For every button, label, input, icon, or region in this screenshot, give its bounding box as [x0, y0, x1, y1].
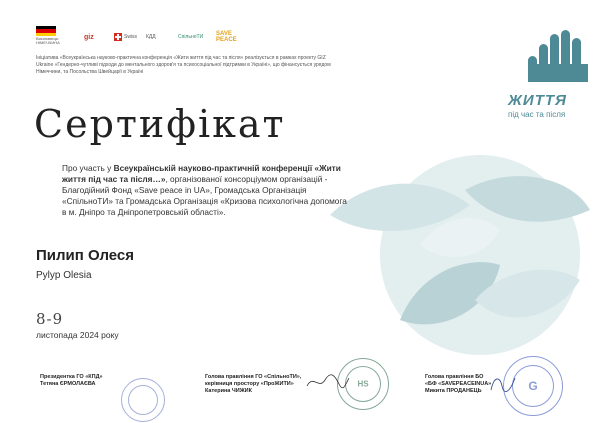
swiss-caption: Swiss	[124, 34, 138, 40]
brand-bars-icon	[528, 30, 588, 82]
brand-word-zhyttia: ЖИТТЯ	[508, 92, 567, 109]
recipient-name-ua: Пилип Олеся	[36, 247, 135, 264]
body-lead: Про участь у	[62, 163, 114, 173]
event-days: 8-9	[36, 310, 64, 328]
sig2-line2: керівниця простору «ПроЖИТИ»	[205, 381, 294, 387]
brand-logo	[500, 20, 590, 120]
brand-tagline: під час та після	[508, 110, 566, 119]
signature-scribble-2	[305, 372, 350, 392]
recipient-name-en: Pylyp Olesia	[36, 270, 92, 281]
stamp-savepeace-mark: G	[528, 379, 538, 393]
stamp-kpd	[121, 378, 165, 422]
partner-logos	[36, 26, 276, 52]
certificate-body	[62, 163, 352, 218]
swiss-logo	[114, 26, 144, 48]
event-date-text: листопада 2024 року	[36, 330, 119, 340]
sig3-line2: «БФ «SAVEPEACEINUA»	[425, 381, 492, 387]
signature-scribble-3	[488, 372, 518, 394]
body-conference: Всеукраїнській науково-практичній конференції «Жити життя під час та після…»	[62, 163, 341, 184]
sig3-line3: Микита ПРОДАНЕЦЬ	[425, 388, 482, 394]
spilnoty-logo: СпільноТИ	[178, 34, 204, 40]
giz-logo: giz	[84, 33, 94, 41]
brand-word-zhyty: ЖИТИ	[508, 82, 548, 96]
sig2-line3: Катерина ЧИЖИК	[205, 388, 252, 394]
intro-text: Ініціатива «Всеукраїнська науково-практична конференція «Жити життя під час та після» реалізується в рамках проекту GIZ Ukraine «Гендерно-чутливі підходи до ментального здоров'я та психосоціальної підтримки в Україні», що фінансується урядом Німеччини, та Посольства Швейцарії в Україні	[36, 55, 331, 75]
german-flag-icon	[36, 26, 56, 36]
save-peace-logo: SAVE PEACE	[216, 31, 237, 43]
sig1-line2: Тетяна ЄРМОЛАЄВА	[40, 381, 96, 387]
germany-logo	[36, 26, 78, 48]
germany-caption: Виконавець: НІМЕЧЧИНА	[36, 36, 60, 45]
sig1-line1: Президентка ГО «КПД»	[40, 374, 103, 380]
body-rest: , організованої консорціумом організацій - Благодійний Фонд «Save peace in UA», Громадська Організація «СпільноТИ» та Громадська Організація «Кризова психологічна допомога в м. Дніпро та Дніпропетровській області».	[62, 174, 347, 217]
sig3-line1: Голова правління БО	[425, 374, 484, 380]
certificate-title: Сертифікат	[34, 102, 286, 146]
swiss-cross-icon	[114, 33, 122, 41]
kpd-logo: КДД	[146, 34, 156, 40]
sig2-line1: Голова правління ГО «СпільноТИ»,	[205, 374, 302, 380]
stamp-spilnoty-mark: HS	[357, 379, 369, 389]
